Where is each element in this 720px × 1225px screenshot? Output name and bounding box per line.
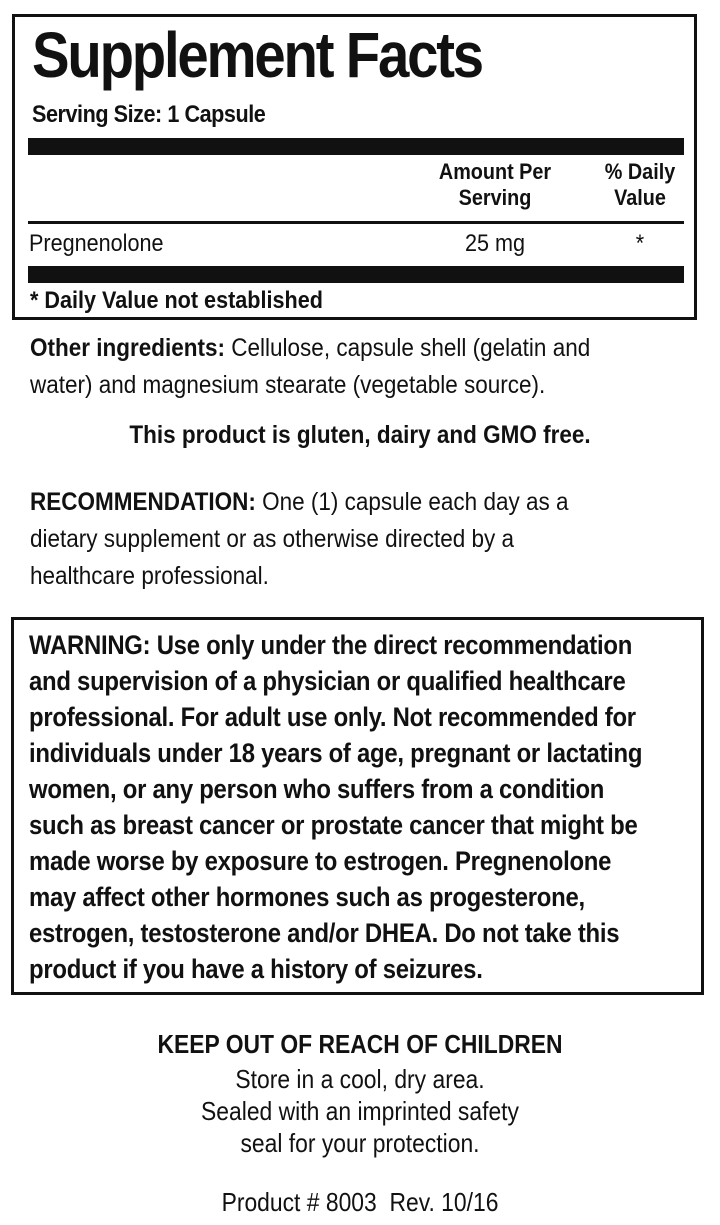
warning-line: made worse by exposure to estrogen. Pregnenolone: [29, 846, 612, 876]
warning-box: [11, 617, 704, 995]
warning-line: women, or any person who suffers from a condition: [29, 774, 605, 804]
warning-line: such as breast cancer or prostate cancer that might be: [29, 810, 638, 840]
storage-line-1: Store in a cool, dry area.: [235, 1064, 485, 1094]
product-number: Product # 8003 Rev. 10/16: [221, 1187, 499, 1217]
daily-value-footnote: * Daily Value not established: [30, 287, 323, 314]
ingredient-amount: 25 mg: [464, 230, 526, 257]
recommendation-text: One (1) capsule each day as a dietary supplement or as otherwise directed by a healthcare professional.: [30, 488, 569, 590]
top-thick-rule: [28, 138, 684, 155]
storage-line-3: seal for your protection.: [240, 1128, 480, 1158]
other-ingredients-label: Other ingredients:: [30, 334, 226, 362]
supplement-facts-panel: [12, 14, 697, 320]
serving-size: Serving Size: 1 Capsule: [32, 101, 266, 128]
warning-line: product if you have a history of seizures.: [29, 954, 483, 984]
warning-line: professional. For adult use only. Not recommended for: [29, 702, 636, 732]
warning-line: estrogen, testosterone and/or DHEA. Do not take this: [29, 918, 620, 948]
header-divider: [28, 221, 684, 224]
amount-per-serving-header: [419, 159, 572, 211]
bottom-thick-rule: [28, 266, 684, 283]
other-ingredients: [30, 330, 624, 404]
other-ingredients-text: Cellulose, capsule shell (gelatin and water) and magnesium stearate (vegetable source).: [30, 334, 591, 399]
dv-header-line2: Value: [614, 185, 666, 210]
warning-line: and supervision of a physician or qualified healthcare: [29, 666, 626, 696]
amount-header-line2: Serving: [458, 185, 532, 210]
dv-header-line1: % Daily: [604, 159, 676, 184]
warning-line: WARNING: Use only under the direct recommendation: [29, 630, 633, 660]
ingredient-name: Pregnenolone: [29, 230, 164, 257]
keep-out-of-reach: KEEP OUT OF REACH OF CHILDREN: [157, 1029, 563, 1059]
recommendation: [30, 484, 624, 595]
warning-line: may affect other hormones such as progesterone,: [29, 882, 585, 912]
storage-line-2: Sealed with an imprinted safety: [201, 1096, 519, 1126]
allergen-free-statement: This product is gluten, dairy and GMO free.: [129, 421, 591, 449]
amount-header-line1: Amount Per: [438, 159, 552, 184]
recommendation-label: RECOMMENDATION:: [30, 488, 256, 516]
warning-text: [29, 627, 675, 987]
facts-title: Supplement Facts: [32, 19, 482, 91]
warning-line: individuals under 18 years of age, pregnant or lactating: [29, 738, 643, 768]
ingredient-daily-value: *: [635, 230, 645, 257]
daily-value-header: [591, 159, 690, 211]
